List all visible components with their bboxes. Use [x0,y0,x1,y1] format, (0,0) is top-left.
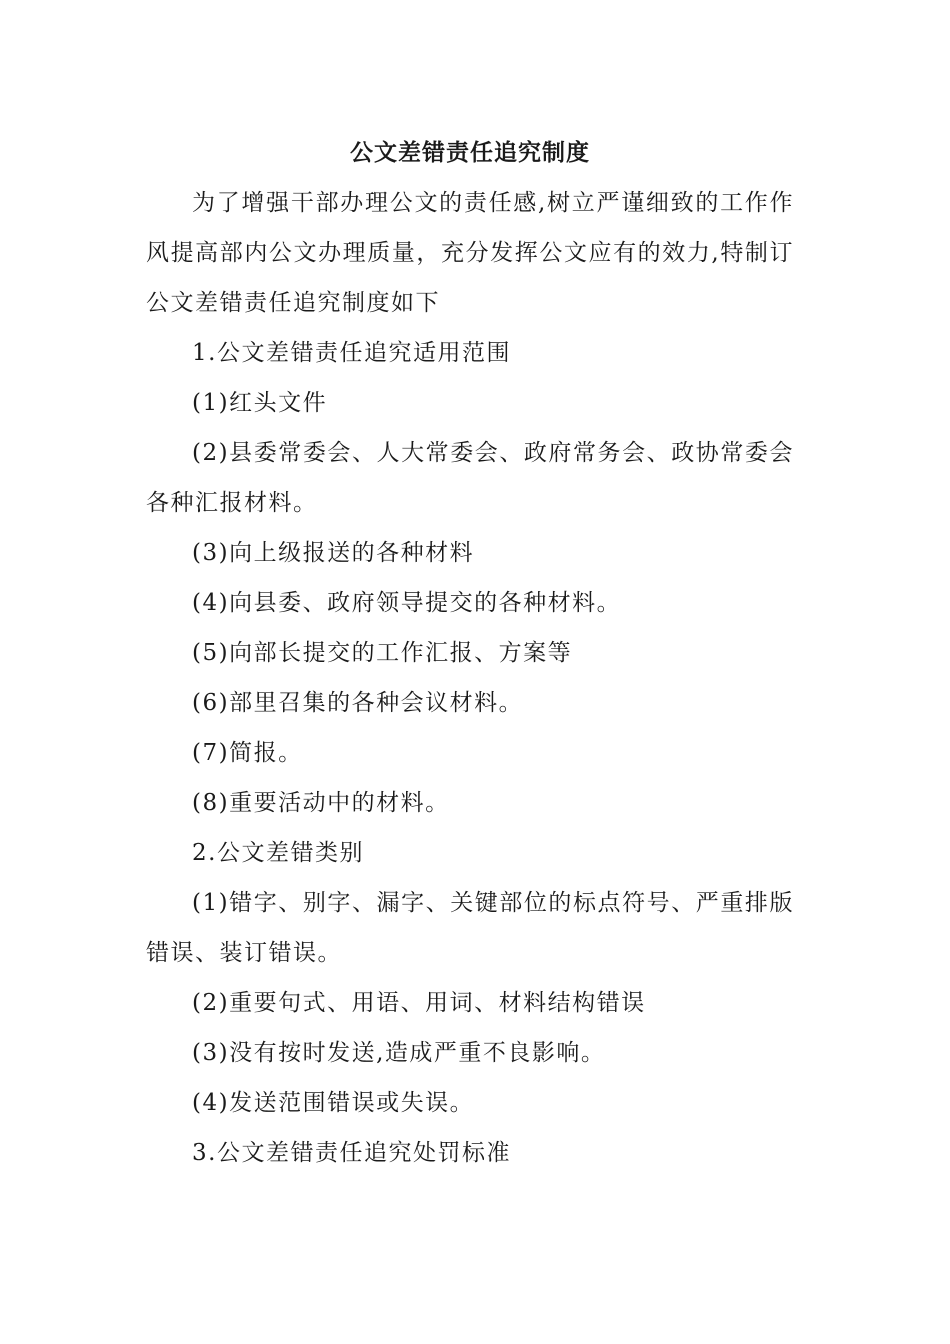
document-title: 公文差错责任追究制度 [350,139,590,166]
list-item: (6)部里召集的各种会议材料。 [192,690,524,716]
list-item: (4)向县委、政府领导提交的各种材料。 [192,590,622,616]
list-item: (4)发送范围错误或失误。 [192,1090,475,1116]
list-item: (5)向部长提交的工作汇报、方案等 [192,640,573,666]
section-heading-categories: 2.公文差错类别 [192,840,364,866]
list-item: (3)没有按时发送,造成严重不良影响。 [192,1040,606,1066]
list-item: (8)重要活动中的材料。 [192,790,450,816]
list-item: (7)简报。 [192,740,303,766]
document-page [146,128,794,1178]
section-heading-scope: 1.公文差错责任追究适用范围 [192,340,511,366]
list-item: (1)错字、别字、漏字、关键部位的标点符号、严重排版错误、装订错误。 [146,890,794,966]
list-item: (2)重要句式、用语、用词、材料结构错误 [192,990,646,1016]
list-item: (1)红头文件 [192,390,328,416]
section-heading-penalties: 3.公文差错责任追究处罚标准 [192,1140,511,1166]
paragraph-intro: 为了增强干部办理公文的责任感,树立严谨细致的工作作风提高部内公文办理质量，充分发挥公文应有的效力,特制订公文差错责任追究制度如下 [146,190,794,316]
list-item: (3)向上级报送的各种材料 [192,540,475,566]
list-item: (2)县委常委会、人大常委会、政府常务会、政协常委会各种汇报材料。 [146,440,794,516]
